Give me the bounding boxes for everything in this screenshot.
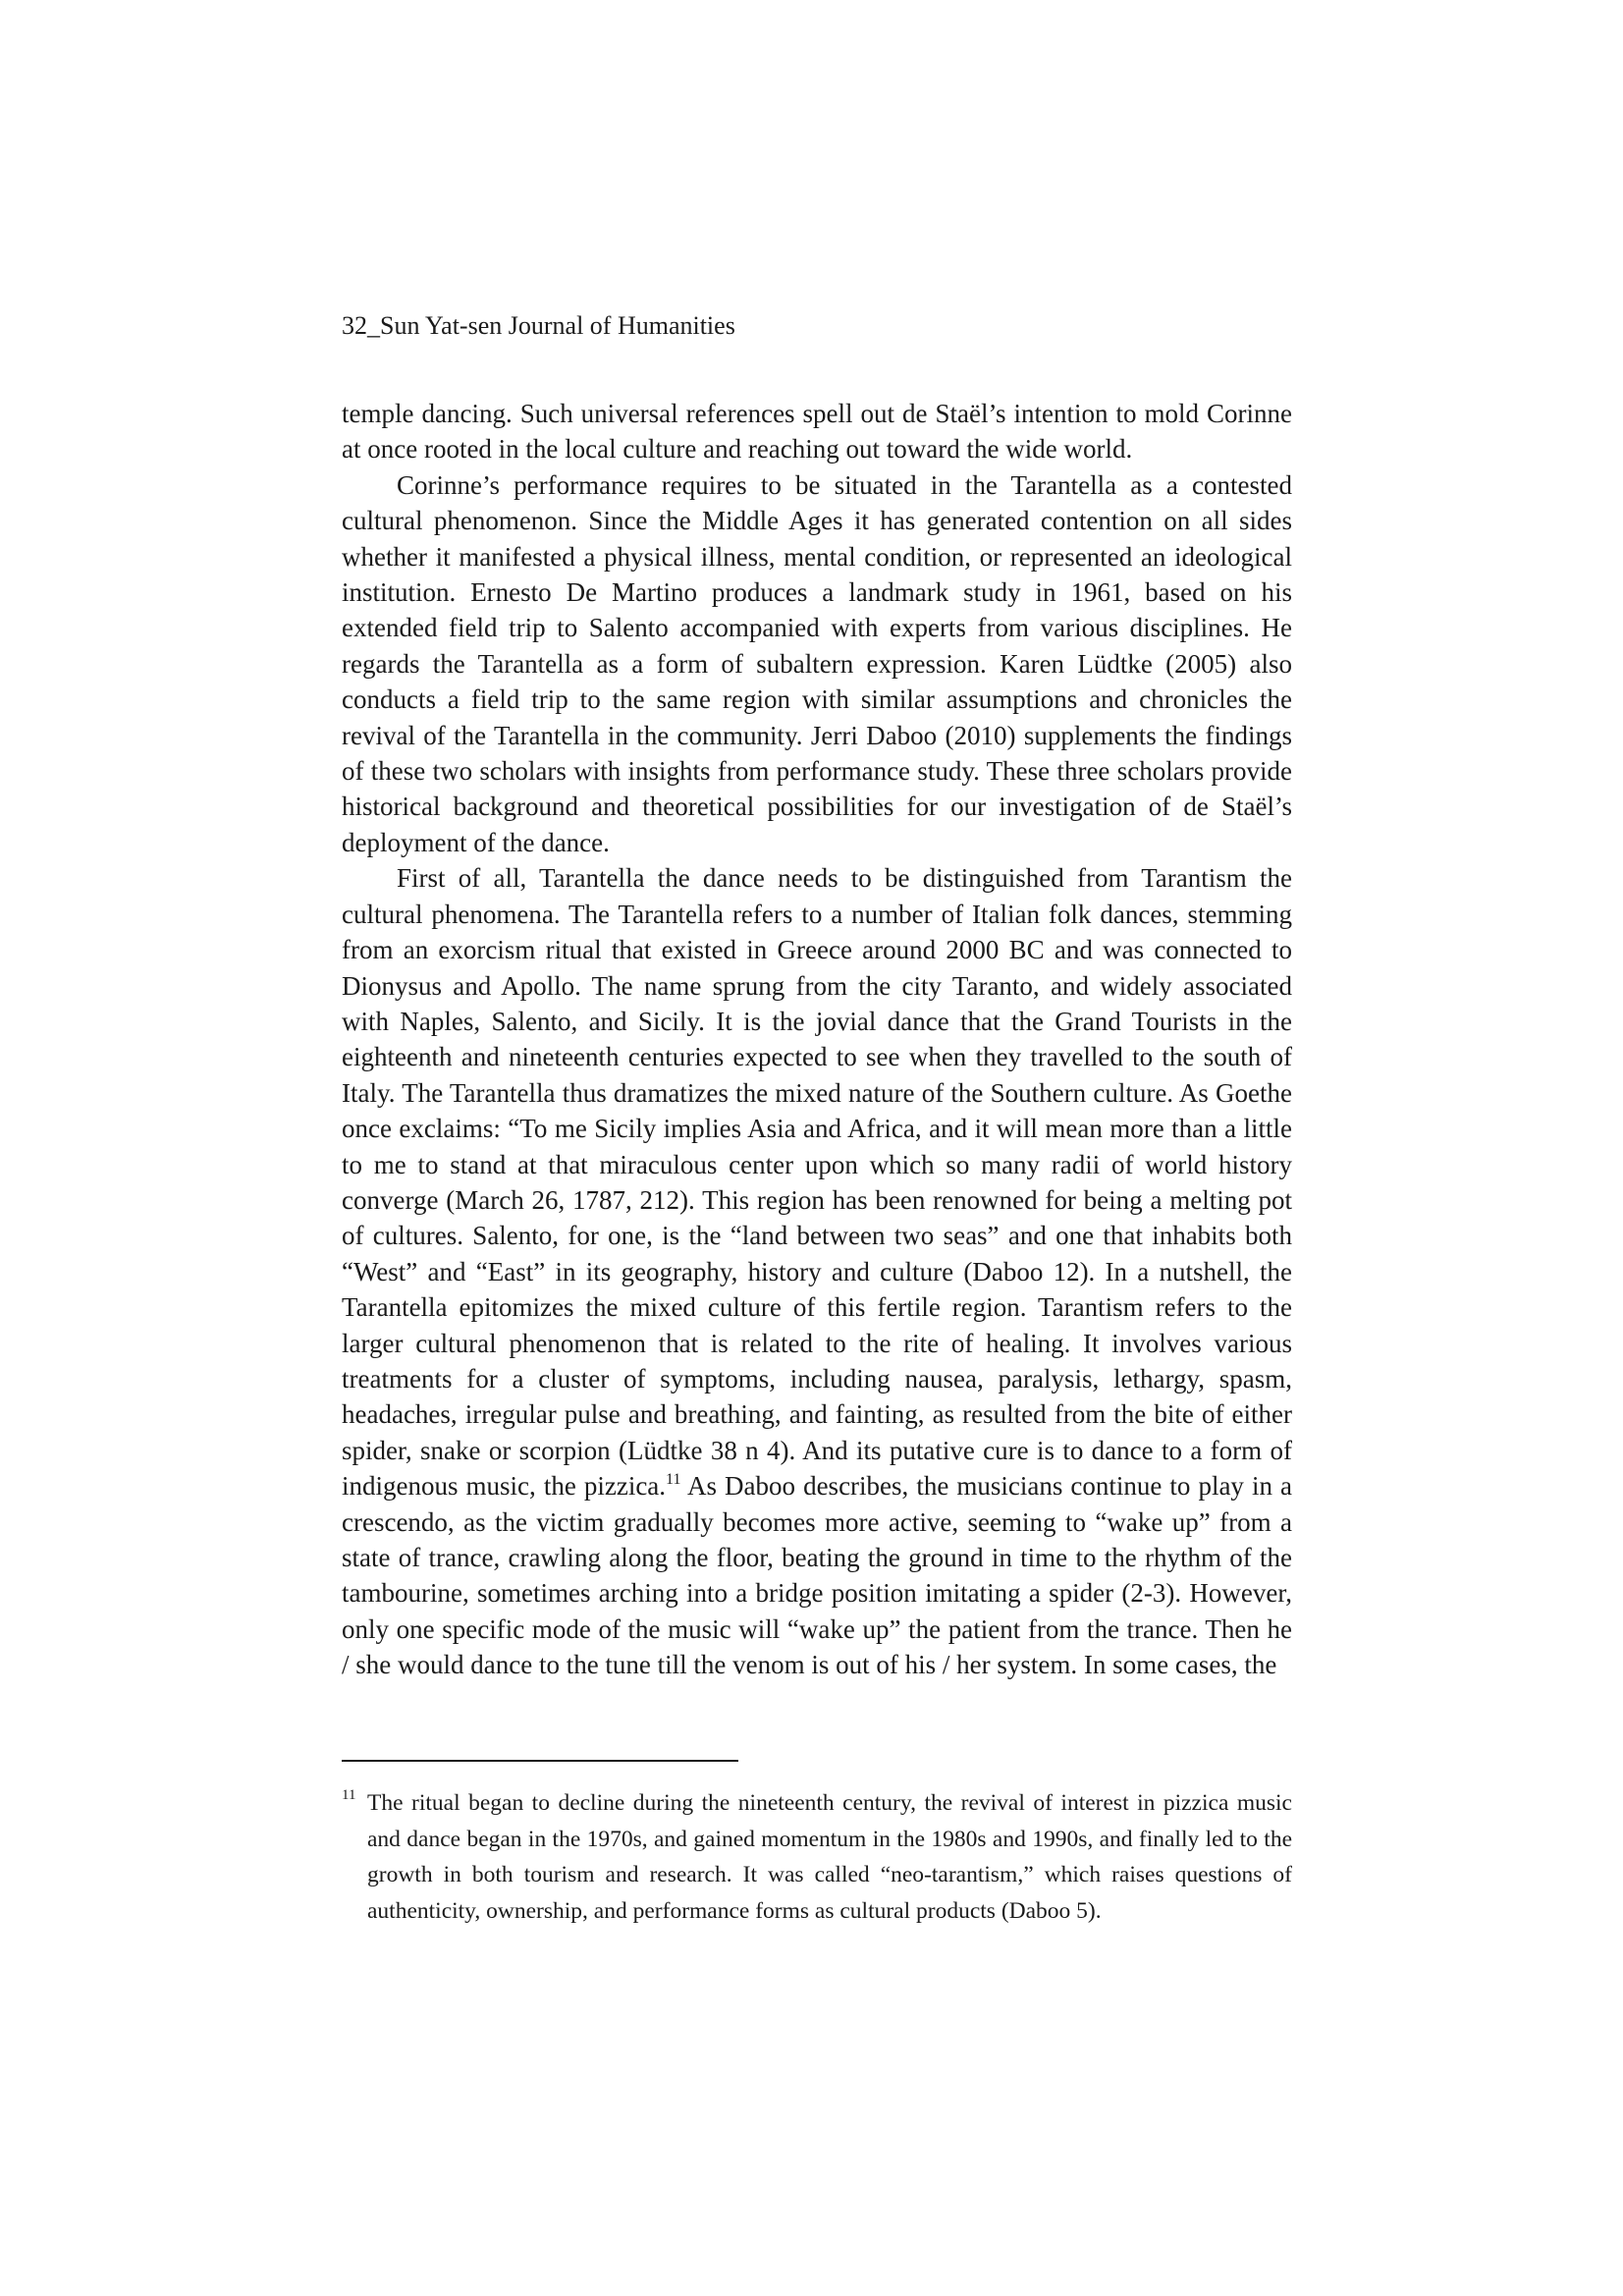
- paragraph-text-before-note: First of all, Tarantella the dance needs to be distinguished from Tarantism the cultural phenomena. The Tarantella refers to a number of Italian folk dances, stemming from an exorcism ritual that existed in Greece around 2000 BC and was connected to Dionysus and Apollo. The name sprung from the city Taranto, and widely associated with Naples, Salento, and Sicily. It is the jovial dance that the Grand Tourists in the eighteenth and nineteenth centuries expected to see when they travelled to the south of Italy. The Tarantella thus dramatizes the mixed nature of the Southern culture. As Goethe once exclaims: “To me Sicily implies Asia and Africa, and it will mean more than a little to me to stand at that miraculous center upon which so many radii of world history converge (March 26, 1787, 212). This region has been renowned for being a melting pot of cultures. Salento, for one, is the “land between two seas” and one that inhabits both “West” and “East” in its geography, history and culture (Daboo 12). In a nutshell, the Tarantella epitomizes the mixed culture of this fertile region. Tarantism refers to the larger cultural phenomenon that is related to the rite of healing. It involves various treatments for a cluster of symptoms, including nausea, paralysis, lethargy, spasm, headaches, irregular pulse and breathing, and fainting, as resulted from the bite of either spider, snake or scorpion (Lüdtke 38 n 4). And its putative cure is to dance to a form of indigenous music, the pizzica.: [342, 863, 1292, 1502]
- footnote-separator: [342, 1760, 738, 1762]
- running-head: 32_Sun Yat-sen Journal of Humanities: [342, 311, 735, 340]
- footnote: [342, 1785, 1292, 1929]
- footnote-number: 11: [342, 1787, 356, 1803]
- paragraph-tarantella-contested: Corinne’s performance requires to be situated in the Tarantella as a contested cultural phenomenon. Since the Middle Ages it has generated contention on all sides whether it manifested a physical illness, mental condition, or represented an ideological institution. Ernesto De Martino produces a landmark study in 1961, based on his extended field trip to Salento accompanied with experts from various disciplines. He regards the Tarantella as a form of subaltern expression. Karen Lüdtke (2005) also conducts a field trip to the same region with similar assumptions and chronicles the revival of the Tarantella in the community. Jerri Daboo (2010) supplements the findings of these two scholars with insights from performance study. These three scholars provide historical background and theoretical possibilities for our investigation of de Staël’s deployment of the dance.: [342, 469, 1292, 857]
- footnote-text: The ritual began to decline during the nineteenth century, the revival of interest in pizzica music and dance began in the 1970s, and gained momentum in the 1980s and 1990s, and finally led to the growth in both tourism and research. It was called “neo-tarantism,” which raises questions of authenticity, ownership, and performance forms as cultural products (Daboo 5).: [367, 1790, 1292, 1924]
- paragraph-tarantella-tarantism: [342, 860, 1292, 1682]
- footnote-reference[interactable]: 11: [666, 1471, 681, 1489]
- body-text: [342, 396, 1292, 1683]
- paragraph-continued: temple dancing. Such universal references spell out de Staël’s intention to mold Corinne at once rooted in the local culture and reaching out toward the wide world.: [342, 399, 1292, 465]
- paragraph-text-after-note: As Daboo describes, the musicians continue to play in a crescendo, as the victim gradually becomes more active, seeming to “wake up” from a state of trance, crawling along the floor, beating the ground in time to the rhythm of the tambourine, sometimes arching into a bridge position imitating a spider (2-3). However, only one specific mode of the music will “wake up” the patient from the trance. Then he / she would dance to the tune till the venom is out of his / her system. In some cases, the: [342, 1471, 1292, 1680]
